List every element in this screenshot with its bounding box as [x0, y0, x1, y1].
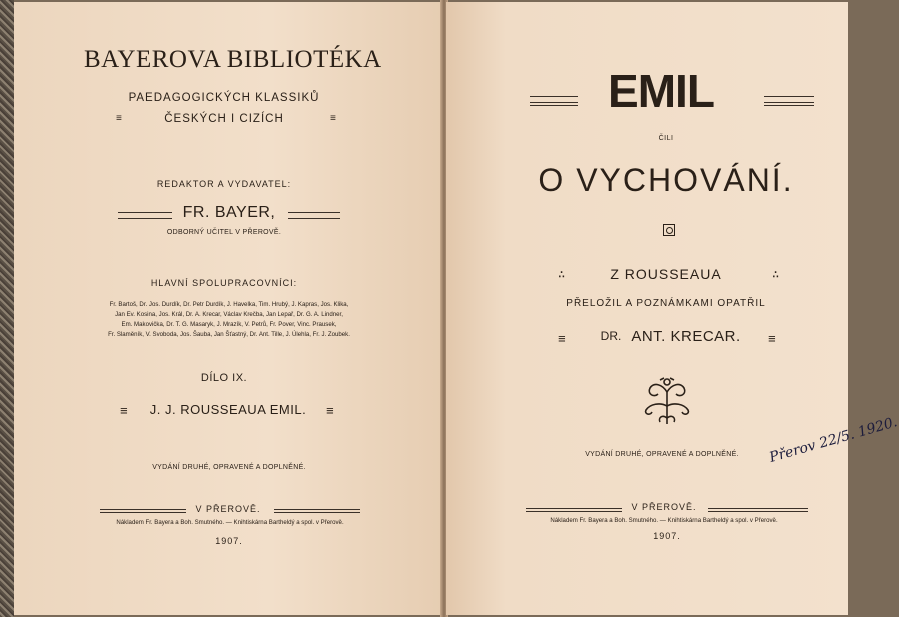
volume-ornament-left: ≡ — [120, 404, 128, 419]
dots-right: ∴ — [772, 268, 780, 282]
series-subtitle-line1: PAEDAGOGICKÝCH KLASSIKŮ — [128, 92, 320, 104]
place-rule-left-right — [526, 508, 622, 512]
right-page — [446, 2, 899, 615]
editor-name: FR. BAYER, — [182, 204, 276, 221]
editor-rule-right — [288, 212, 340, 219]
translator-prefix: DR. — [600, 329, 622, 343]
contributors-line1: Fr. Bartoš, Dr. Jos. Durdík, Dr. Petr Durdík, J. Havelka, Tim. Hrubý, J. Kapras, Jos. Klika, — [109, 301, 349, 308]
translator-ornament-left: ≡ — [558, 332, 566, 347]
place-rule-left — [100, 509, 186, 513]
title-rule-right — [764, 96, 814, 103]
translator-label: PŘELOŽIL A POZNÁMKAMI OPATŘIL — [566, 298, 766, 309]
imprint-right: Nákladem Fr. Bayera a Boh. Smutného. — Knihtiskárna Bartheldý a spol. v Přerově. — [550, 517, 778, 524]
place-rule-right-right — [708, 508, 808, 512]
handwritten-note: Přerov 22/5. 1920. — [767, 414, 899, 466]
editor-role: ODBORNÝ UČITEL V PŘEROVĚ. — [166, 229, 282, 236]
edition-note: VYDÁNÍ DRUHÉ, OPRAVENÉ A DOPLNĚNÉ. — [152, 464, 306, 471]
dots-left: ∴ — [558, 268, 566, 282]
title-conjunction: ČILI — [658, 135, 674, 142]
editor-rule-left — [118, 212, 172, 219]
contributors-line4: Fr. Slaměník, V. Svoboda, Jos. Šauba, Jan Šťastný, Dr. Ant. Tille, J. Úlehla, Fr. J. Zoubek. — [108, 331, 350, 338]
square-ornament — [663, 224, 675, 236]
title-rule-left — [530, 96, 578, 103]
contributors-label: HLAVNÍ SPOLUPRACOVNÍCI: — [150, 278, 298, 288]
volume-title: J. J. ROUSSEAUA EMIL. — [149, 402, 307, 417]
volume-ornament-right: ≡ — [326, 404, 334, 419]
ornament-dash-right: ≡ — [330, 114, 337, 125]
volume-label: DÍLO IX. — [200, 372, 248, 384]
editor-label: REDAKTOR A VYDAVATEL: — [156, 179, 292, 189]
place-right: V PŘEROVĚ. — [631, 502, 697, 512]
book-binding — [0, 0, 14, 617]
translator-ornament-right: ≡ — [768, 332, 776, 347]
place-rule-right — [274, 509, 360, 513]
place: V PŘEROVĚ. — [195, 504, 261, 514]
year: 1907. — [215, 536, 243, 546]
year-right: 1907. — [653, 531, 681, 541]
left-page — [14, 2, 442, 615]
source-author: Z ROUSSEAUA — [610, 266, 722, 282]
translator-name: ANT. KRECAR. — [631, 328, 741, 345]
ornament-dash-left: ≡ — [116, 114, 123, 125]
series-subtitle-line2: ČESKÝCH I CIZÍCH — [164, 113, 284, 125]
contributors-line3: Em. Makovička, Dr. T. G. Masaryk, J. Mrazík, V. Petrů, Fr. Pover, Vinc. Prausek, — [121, 321, 337, 328]
edition-note-right: VYDÁNÍ DRUHÉ, OPRAVENÉ A DOPLNĚNÉ. — [585, 451, 739, 458]
imprint: Nákladem Fr. Bayera a Boh. Smutného. — Knihtiskárna Bartheldý a spol. v Přerově. — [116, 519, 344, 526]
book-title: EMIL — [608, 65, 714, 117]
book-subtitle: O VYCHOVÁNÍ. — [538, 162, 794, 198]
series-title: BAYEROVA BIBLIOTÉKA — [84, 46, 382, 73]
title-rule-left-2 — [530, 105, 578, 106]
contributors-line2: Jan Ev. Kosina, Jos. Král, Dr. A. Krecar, Václav Krečba, Jan Lepař, Dr. G. A. Lindner, — [115, 311, 343, 318]
title-rule-right-2 — [764, 105, 814, 106]
floral-ornament — [640, 372, 694, 426]
